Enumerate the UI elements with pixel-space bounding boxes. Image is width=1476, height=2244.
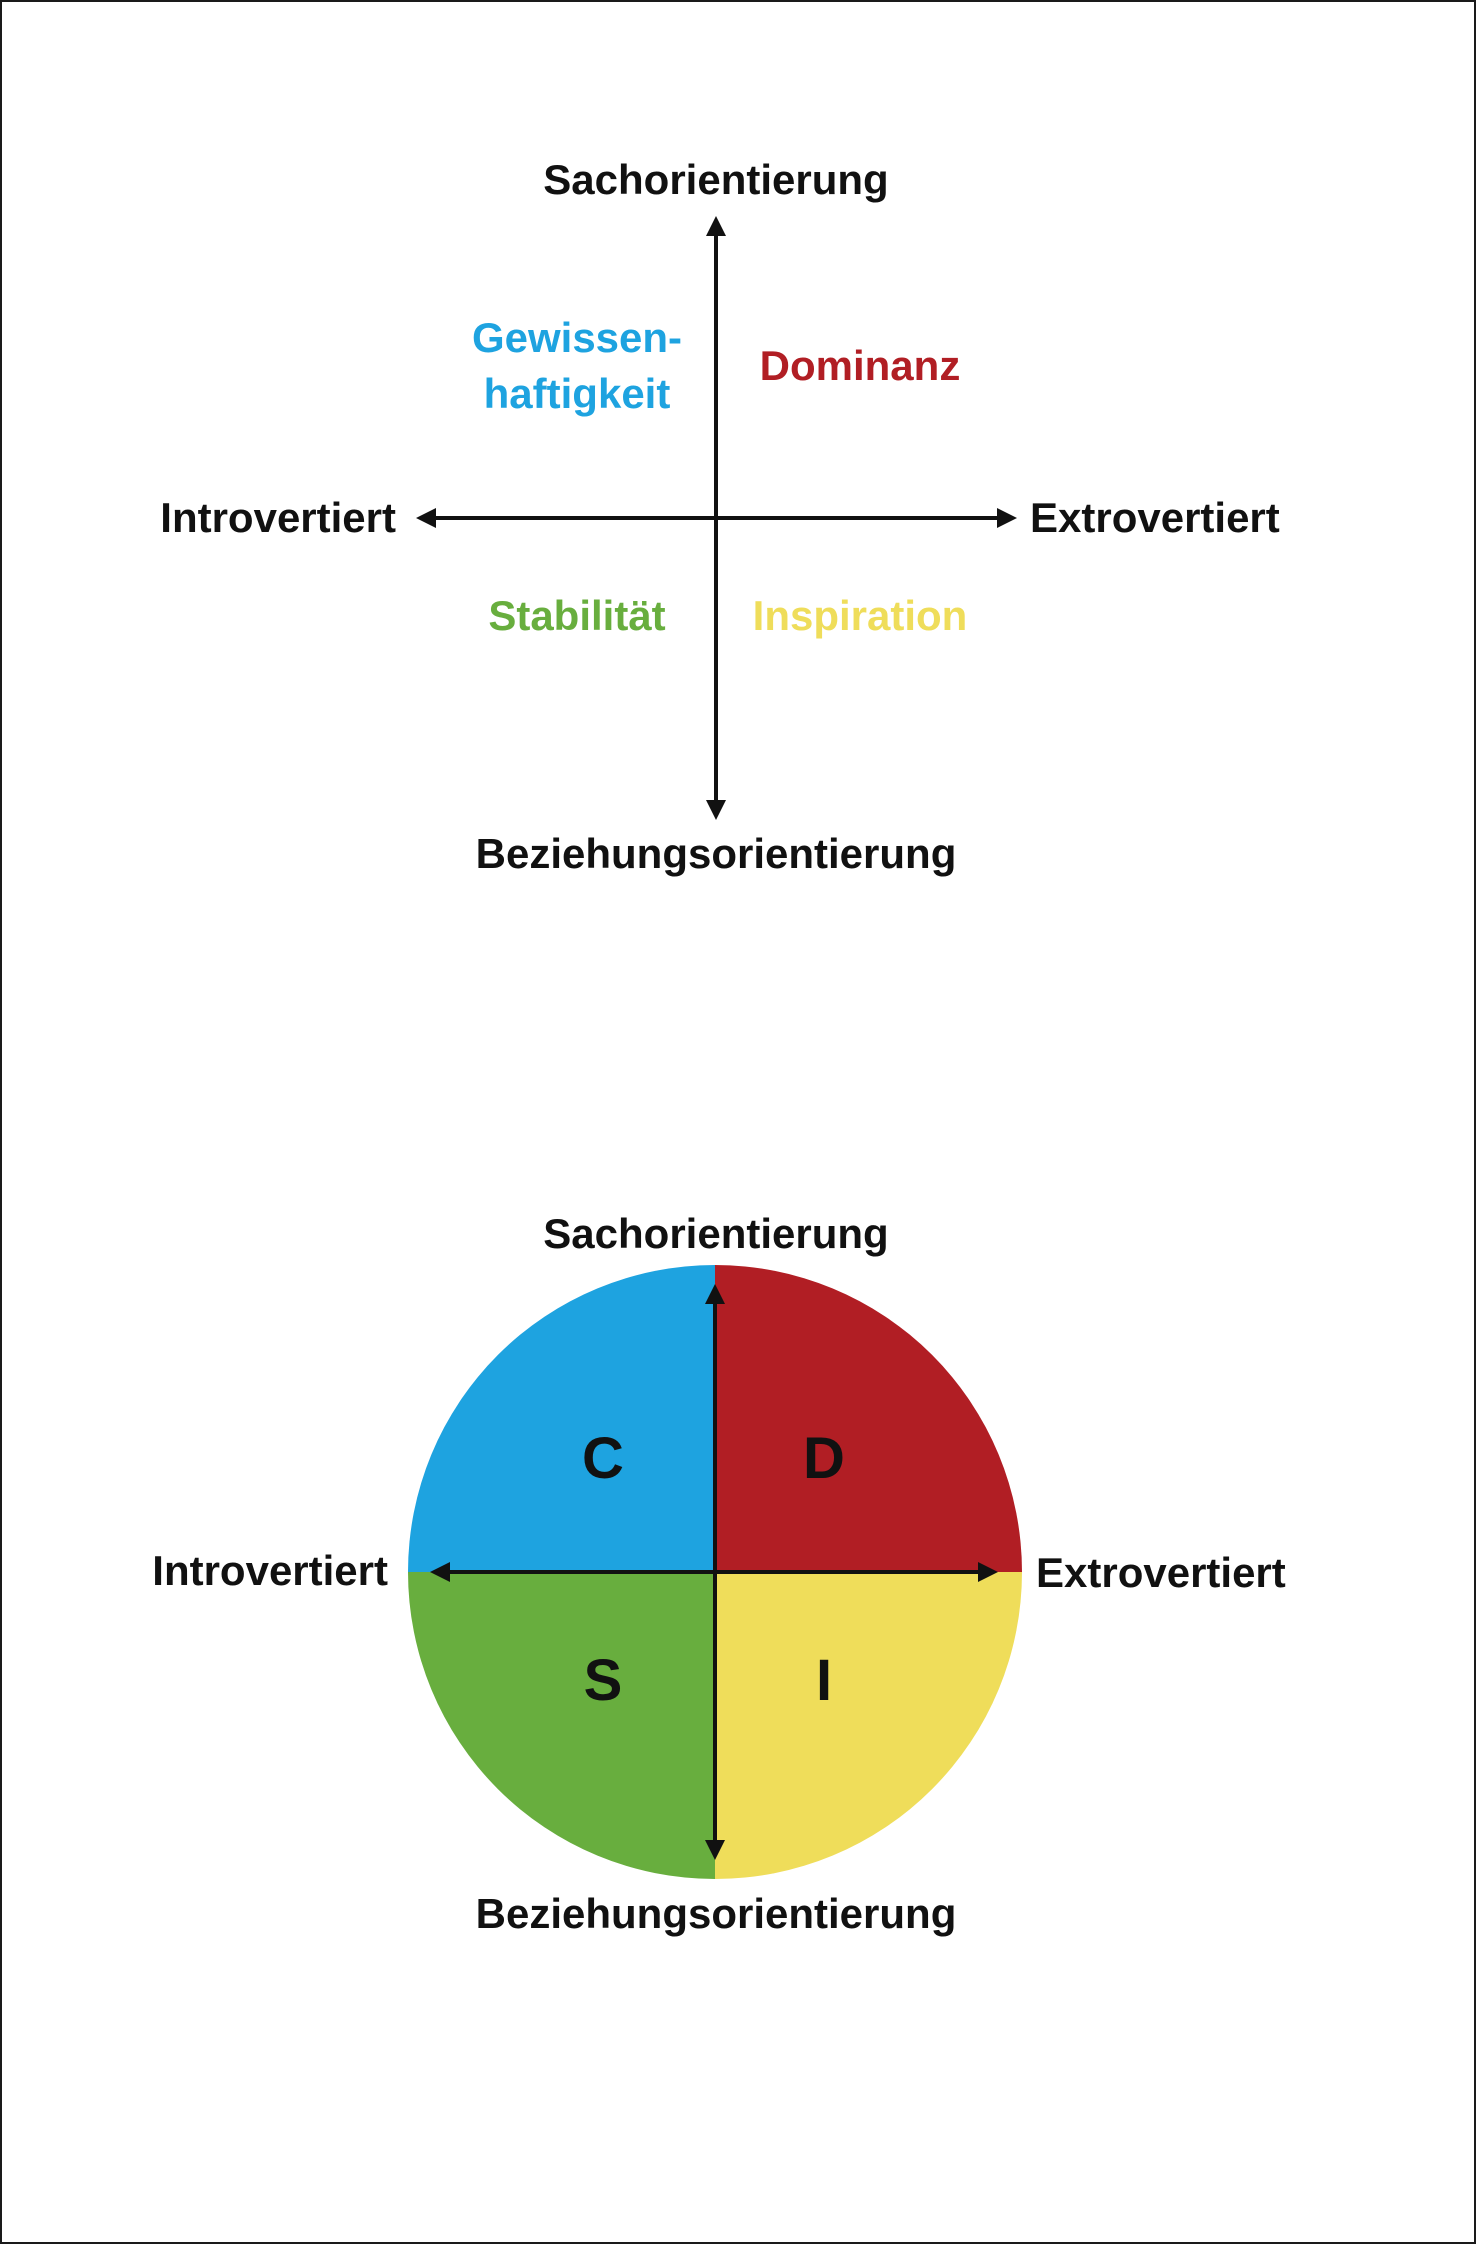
quadrant-letter-s: S (583, 1648, 623, 1713)
arrow-down-icon (706, 800, 726, 820)
quadrant-label-dominanz: Dominanz (759, 342, 961, 389)
quadrant-label-gewissenhaftigkeit-line1: Gewissen- (471, 314, 683, 361)
circle-label-top: Sachorientierung (543, 1210, 889, 1257)
axis-label-right: Extrovertiert (1030, 494, 1280, 541)
arrow-left-icon (416, 508, 436, 528)
quadrant-d-red (715, 1265, 1022, 1572)
circle-diagram (152, 1210, 1285, 1937)
circle-label-left: Introvertiert (152, 1547, 388, 1594)
quadrant-letter-d: D (803, 1426, 845, 1491)
quadrant-label-stabilitaet: Stabilität (488, 592, 666, 639)
axis-label-top: Sachorientierung (543, 156, 889, 203)
circle-label-right: Extrovertiert (1036, 1549, 1286, 1596)
circle-label-bottom: Beziehungsorientierung (475, 1890, 957, 1937)
quadrant-letter-i: I (815, 1648, 833, 1713)
quadrant-c-blue (408, 1265, 715, 1572)
axis-diagram (160, 156, 1279, 877)
arrow-right-icon (997, 508, 1017, 528)
axis-label-left: Introvertiert (160, 494, 396, 541)
quadrant-s-green (408, 1572, 715, 1879)
arrow-up-icon (706, 216, 726, 236)
quadrant-i-yellow (715, 1572, 1022, 1879)
axis-label-bottom: Beziehungsorientierung (475, 830, 957, 877)
quadrant-letter-c: C (582, 1426, 624, 1491)
quadrant-label-gewissenhaftigkeit-line2: haftigkeit (483, 370, 671, 417)
quadrant-label-inspiration: Inspiration (752, 592, 968, 639)
